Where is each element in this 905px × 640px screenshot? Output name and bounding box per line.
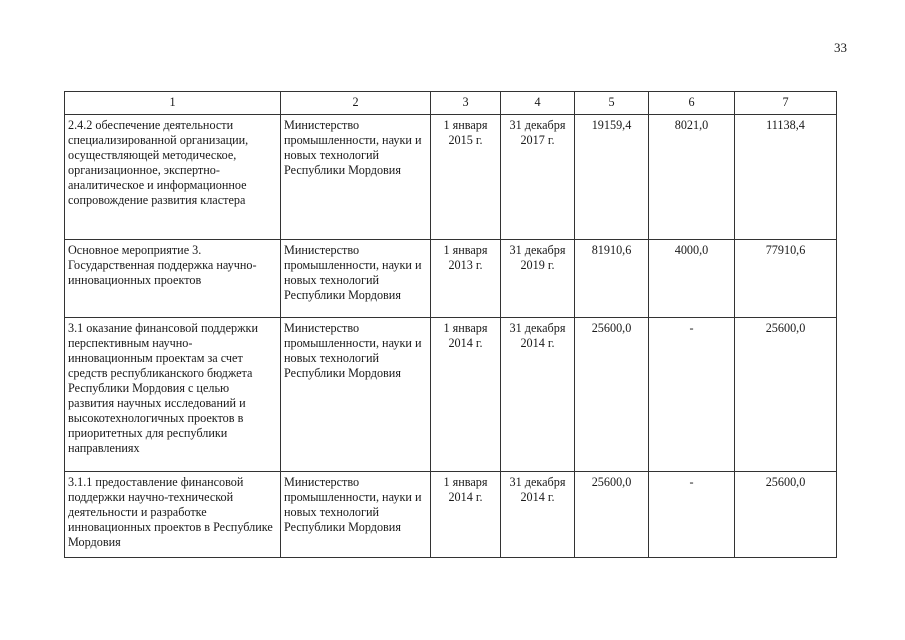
amount-col7-cell: 25600,0 (735, 318, 837, 472)
executor-cell: Министерство промышленности, науки и новых технологий Республики Мордовия (281, 318, 431, 472)
executor-cell: Министерство промышленности, науки и новых технологий Республики Мордовия (281, 240, 431, 318)
end-date-cell: 31 декабря 2017 г. (501, 115, 575, 240)
end-date-cell: 31 декабря 2014 г. (501, 472, 575, 558)
total-amount-cell: 19159,4 (575, 115, 649, 240)
amount-col6-cell: - (649, 318, 735, 472)
start-date-cell: 1 января 2014 г. (431, 318, 501, 472)
amount-col6-cell: 8021,0 (649, 115, 735, 240)
activity-name-cell: 3.1.1 предоставление финансовой поддержки научно-технической деятельности и разработке инновационных проектов в Республике Мордовия (65, 472, 281, 558)
activity-name-cell: 3.1 оказание финансовой поддержки перспективным научно-инновационным проектам за счет средств республиканского бюджета Республики Мордовия с целью развития научных исследований и высокотехнологичных проектов в приоритетных для республики направлениях (65, 318, 281, 472)
end-date-cell: 31 декабря 2014 г. (501, 318, 575, 472)
column-header: 3 (431, 92, 501, 115)
table-row (65, 115, 837, 240)
column-header: 7 (735, 92, 837, 115)
amount-col7-cell: 77910,6 (735, 240, 837, 318)
amount-col6-cell: - (649, 472, 735, 558)
total-amount-cell: 25600,0 (575, 318, 649, 472)
executor-cell: Министерство промышленности, науки и новых технологий Республики Мордовия (281, 472, 431, 558)
start-date-cell: 1 января 2013 г. (431, 240, 501, 318)
total-amount-cell: 25600,0 (575, 472, 649, 558)
table-row (65, 240, 837, 318)
column-header: 1 (65, 92, 281, 115)
start-date-cell: 1 января 2015 г. (431, 115, 501, 240)
column-header: 6 (649, 92, 735, 115)
amount-col7-cell: 11138,4 (735, 115, 837, 240)
program-table (64, 91, 837, 558)
activity-name-cell: Основное мероприятие 3. Государственная поддержка научно-инновационных проектов (65, 240, 281, 318)
amount-col6-cell: 4000,0 (649, 240, 735, 318)
table-row (65, 318, 837, 472)
column-header: 2 (281, 92, 431, 115)
amount-col7-cell: 25600,0 (735, 472, 837, 558)
column-header: 5 (575, 92, 649, 115)
page-number: 33 (834, 40, 847, 55)
total-amount-cell: 81910,6 (575, 240, 649, 318)
executor-cell: Министерство промышленности, науки и новых технологий Республики Мордовия (281, 115, 431, 240)
table-row (65, 472, 837, 558)
end-date-cell: 31 декабря 2019 г. (501, 240, 575, 318)
activity-name-cell: 2.4.2 обеспечение деятельности специализированной организации, осуществляющей методическое, организационное, экспертно-аналитическое и информационное сопровождение развития кластера (65, 115, 281, 240)
column-header: 4 (501, 92, 575, 115)
header-row (65, 92, 837, 115)
start-date-cell: 1 января 2014 г. (431, 472, 501, 558)
